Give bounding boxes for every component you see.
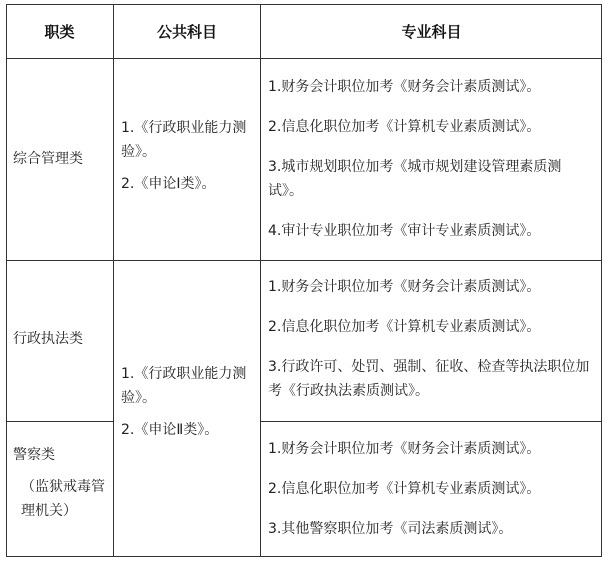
column-divider-2 [260,4,261,557]
header-professional-text: 专业科目 [401,22,462,41]
row1-prof-item-2: 2.信息化职位加考《计算机专业素质测试》。 [268,119,541,135]
row1-public-item-2: 2.《申论Ⅰ类》。 [121,176,216,192]
row2-prof-item-3: 3.行政许可、处罚、强制、征收、检查等执法职位加考《行政执法素质测试》。 [268,359,590,399]
header-category-text: 职类 [44,22,75,41]
header-professional-subjects [261,4,602,58]
row-divider-2-category [6,421,113,422]
row3-category-text: 警察类 [13,447,55,463]
row3-category [13,443,109,523]
row1-prof-item-4: 4.审计专业职位加考《审计专业素质测试》。 [268,223,541,239]
row3-prof-item-3: 3.其他警察职位加考《司法素质测试》。 [268,521,513,537]
row2-public-item-2: 2.《申论Ⅱ类》。 [121,422,219,438]
row1-professional [268,75,594,243]
row1-prof-item-3: 3.城市规划职位加考《城市规划建设管理素质测试》。 [268,159,562,199]
row2-public [121,362,255,442]
row-divider-1 [6,260,602,261]
row1-public-item-1: 1.《行政职业能力测验》。 [121,120,247,160]
header-public-text: 公共科目 [156,22,217,41]
row2-category [13,327,111,351]
row1-public [121,116,255,196]
header-public-subjects [114,4,260,58]
row2-prof-item-1: 1.财务会计职位加考《财务会计素质测试》。 [268,279,541,295]
row2-category-text: 行政执法类 [13,331,83,347]
row1-prof-item-1: 1.财务会计职位加考《财务会计素质测试》。 [268,79,541,95]
row1-category-text: 综合管理类 [13,151,83,167]
row-divider-2-professional [260,421,602,422]
row1-category [13,147,111,171]
column-divider-1 [113,4,114,557]
row2-professional [268,275,594,403]
row2-prof-item-2: 2.信息化职位加考《计算机专业素质测试》。 [268,319,541,335]
row3-prof-item-2: 2.信息化职位加考《计算机专业素质测试》。 [268,481,541,497]
row2-public-item-1: 1.《行政职业能力测验》。 [121,366,247,406]
header-category [6,4,113,58]
header-divider [6,58,602,59]
row3-prof-item-1: 1.财务会计职位加考《财务会计素质测试》。 [268,441,541,457]
row3-professional [268,437,594,541]
row3-category-note: （监狱戒毒管理机关） [21,479,105,519]
